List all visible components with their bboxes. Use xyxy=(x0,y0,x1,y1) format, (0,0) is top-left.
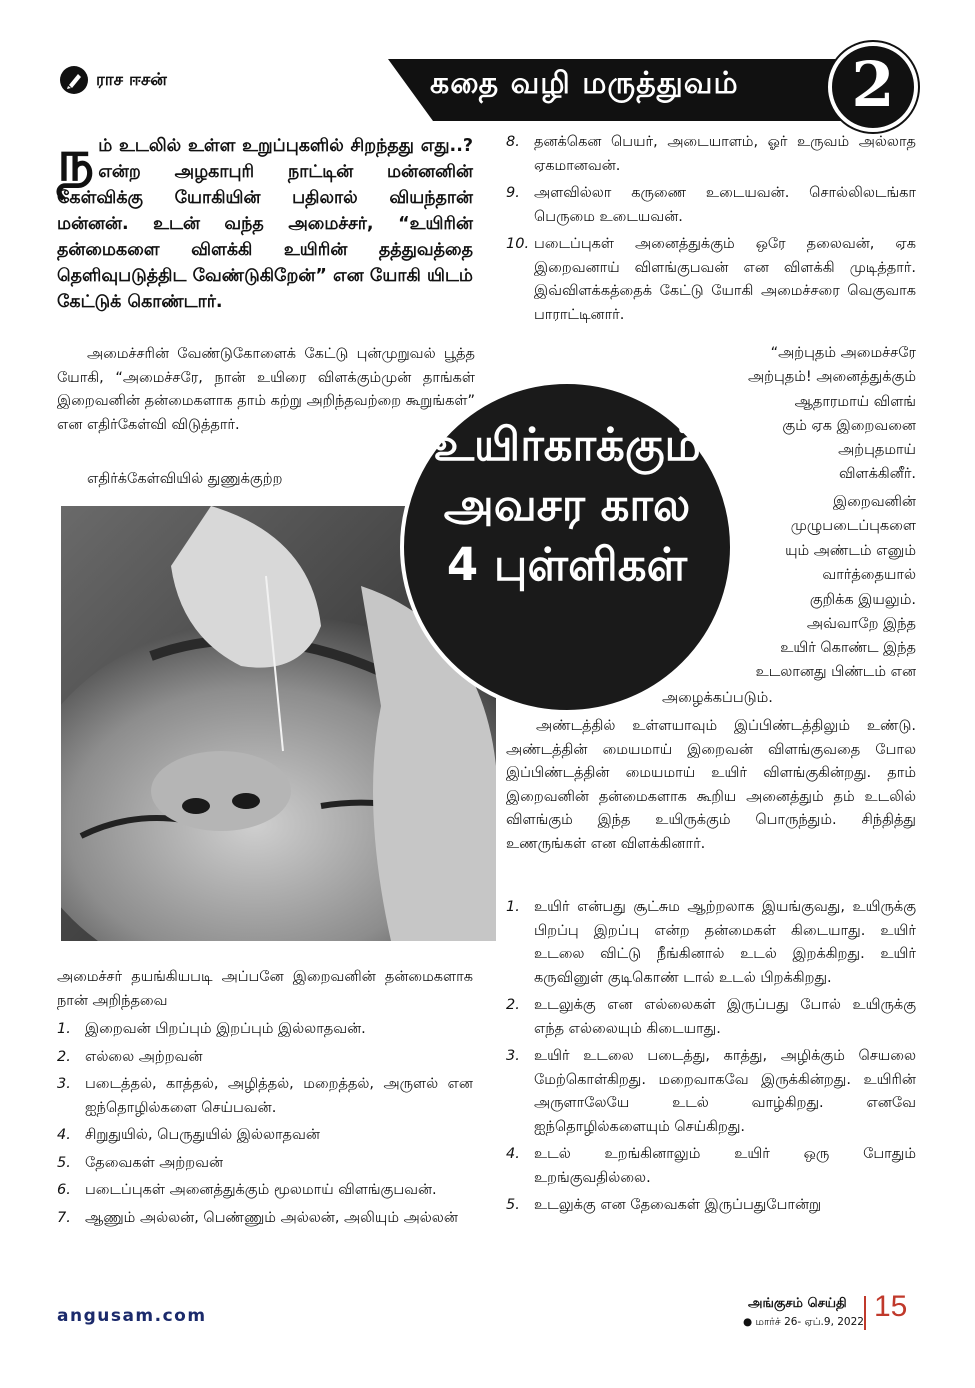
wrap-line: அழைக்கப்படும். xyxy=(662,690,773,706)
list-item: 1. உயிர் என்பது சூட்சும ஆற்றலாக இயங்குவது, உயிருக்கு பிறப்பு இறப்பு என்ற தன்மைகள் கிடையாது. உயிர் உடலை விட்டு நீங்கினால் உடல் இறக்கிறது. உயிர் கருவினுள் குடிகொண் டால் உடல் பிறக்கிறது. xyxy=(506,899,916,986)
list-item: 7. ஆணும் அல்லன், பெண்ணும் அல்லன், அலியும் அல்லன் xyxy=(57,1209,458,1226)
headline-line-3: 4 புள்ளிகள் xyxy=(446,538,688,591)
list-item: 4. உடல் உறங்கினாலும் உயிர் ஒரு போதும் உறங்குவதில்லை. xyxy=(506,1146,916,1186)
list-item: 8. தனக்கென பெயர், அடையாளம், ஓர் உருவம் அல்லாத ஏகமானவன். xyxy=(506,134,916,174)
list-item: 10. படைப்புகள் அனைத்துக்கும் ஒரே தலைவன், ஏக இறைவனாய் விளங்குபவன் என விளக்கி முடித்தார். இவ்விளக்கத்தைக் கேட்டு யோகி அமைச்சரை வெகுவாக பாராட்டினார். xyxy=(506,236,916,323)
wrap-line: முழுபடைப்புகளை xyxy=(790,518,916,534)
list-item: 5. உடலுக்கு என தேவைகள் இருப்பதுபோன்று xyxy=(506,1197,822,1213)
pen-icon xyxy=(60,66,88,94)
wrap-line: அற்புதம்! அனைத்துக்கும் xyxy=(748,369,916,385)
part-number: 2 xyxy=(851,48,895,121)
page-number: 15 xyxy=(874,1290,908,1323)
issue-date: ● மார்ச் 26- ஏப்.9, 2022 xyxy=(743,1316,864,1328)
wrap-line: விளக்கினீர். xyxy=(839,466,916,482)
list-item: 1. இறைவன் பிறப்பும் இறப்பும் இல்லாதவன். xyxy=(57,1021,366,1037)
drop-cap: ந xyxy=(57,126,95,194)
right-list-top xyxy=(506,131,916,331)
list-item: 2. உடலுக்கு என எல்லைகள் இருப்பது போல் உயிருக்கு எந்த எல்லையும் கிடையாது. xyxy=(506,997,916,1037)
wrap-line: அவ்வாறே இந்த xyxy=(806,616,916,632)
wrap-line: அற்புதமாய் xyxy=(838,442,916,458)
website-link[interactable]: angusam.com xyxy=(57,1306,207,1326)
wrap-line: “அற்புதம் அமைச்சரே xyxy=(770,345,916,361)
lead-text: ம் உடலில் உள்ள உறுப்புகளில் சிறந்தது எது..? என்ற அழகாபுரி நாட்டின் மன்னனின் கேள்விக்கு யோகியின் பதிலால் வியந்தான் மன்னன். உடன் வந்த அமைச்சர், “உயிரின் தன்மைகளை விளக்கி உயிரின் தத்துவத்தை தெளிவுபடுத்திட வேண்டுகிறேன்” என யோகி யிடம் கேட்டுக் கொண்டார். xyxy=(57,136,473,312)
right-list-bottom xyxy=(506,896,916,1222)
list-item: 4. சிறுதுயில், பெருதுயில் இல்லாதவன் xyxy=(57,1127,320,1143)
wrap-line: உயிர் கொண்ட இந்த xyxy=(780,640,916,656)
wrap-line: ஆதாரமாய் விளங் xyxy=(794,394,916,410)
left-paragraph-2: அமைச்சர் தயங்கியபடி அப்பனே இறைவனின் தன்மைகளாக நான் அறிந்தவை xyxy=(57,969,473,1009)
wrap-line: கும் ஏக இறைவனை xyxy=(782,418,916,434)
list-item: 3. உயிர் உடலை படைத்து, காத்து, அழிக்கும் செயலை மேற்கொள்கிறது. மறைவாகவே இருக்கின்றது. உயிரின் அருளாலேயே உடல் வாழ்கிறது. எனவே ஐந்தொழில்களையும் செய்கிறது. xyxy=(506,1048,916,1135)
wrap-line: வார்த்தையால் xyxy=(822,567,916,583)
left-paragraph-1b: எதிர்க்கேள்வியில் துணுக்குற்ற xyxy=(87,471,283,487)
wrap-line: உடலானது பிண்டம் என xyxy=(755,664,916,680)
list-item: 9. அளவில்லா கருணை உடையவன். சொல்லிலடங்கா பெருமை உடையவன். xyxy=(506,185,916,225)
lead-paragraph xyxy=(57,126,473,315)
wrap-line: குறிக்க இயலும். xyxy=(809,592,916,608)
footer-divider xyxy=(864,1296,866,1330)
wrap-line: யும் அண்டம் எனும் xyxy=(785,543,916,559)
left-paragraph-1: அமைச்சரின் வேண்டுகோளைக் கேட்டு புன்முறுவல் பூத்த யோகி, “அமைச்சரே, நான் உயிரை விளக்கும்முன் தாங்கள் இறைவனின் தன்மைகளாக தாம் கற்று அறிந்தவற்றை கூறுங்கள்” என எதிர்கேள்வி விடுத்தார். xyxy=(57,346,475,433)
headline-line-2: அவசர கால xyxy=(443,478,691,531)
wrap-line: இறைவனின் xyxy=(833,494,916,510)
magazine-name: அங்குசம் செய்தி xyxy=(748,1296,847,1311)
list-item: 3. படைத்தல், காத்தல், அழித்தல், மறைத்தல், அருளல் என ஐந்தொழில்களை செய்பவன். xyxy=(57,1076,473,1116)
headline-line-1: உயிர்காக்கும் xyxy=(433,418,701,471)
left-list xyxy=(57,1018,473,1234)
list-item: 6. படைப்புகள் அனைத்துக்கும் மூலமாய் விளங்குபவன். xyxy=(57,1182,437,1198)
list-item: 2. எல்லை அற்றவன் xyxy=(57,1048,203,1065)
series-title: கதை வழி மருத்துவம் xyxy=(430,66,739,101)
right-paragraph: அண்டத்தில் உள்ளயாவும் இப்பிண்டத்திலும் உண்டு. அண்டத்தின் மையமாய் இறைவன் விளங்குவதை போல இப்பிண்டத்தின் மையமாய் உயிர் விளங்குகின்றது. தாம் இறைவனின் தன்மைகளாக கூறிய அனைத்தும் தம் உடலில் விளங்கும் இந்த உயிருக்கும் பொருந்தும். சிந்தித்து உணருங்கள் என விளக்கினார். xyxy=(506,718,916,852)
list-item: 5. தேவைகள் அற்றவன் xyxy=(57,1154,224,1171)
author-name: ராச ஈசன் xyxy=(96,70,167,90)
